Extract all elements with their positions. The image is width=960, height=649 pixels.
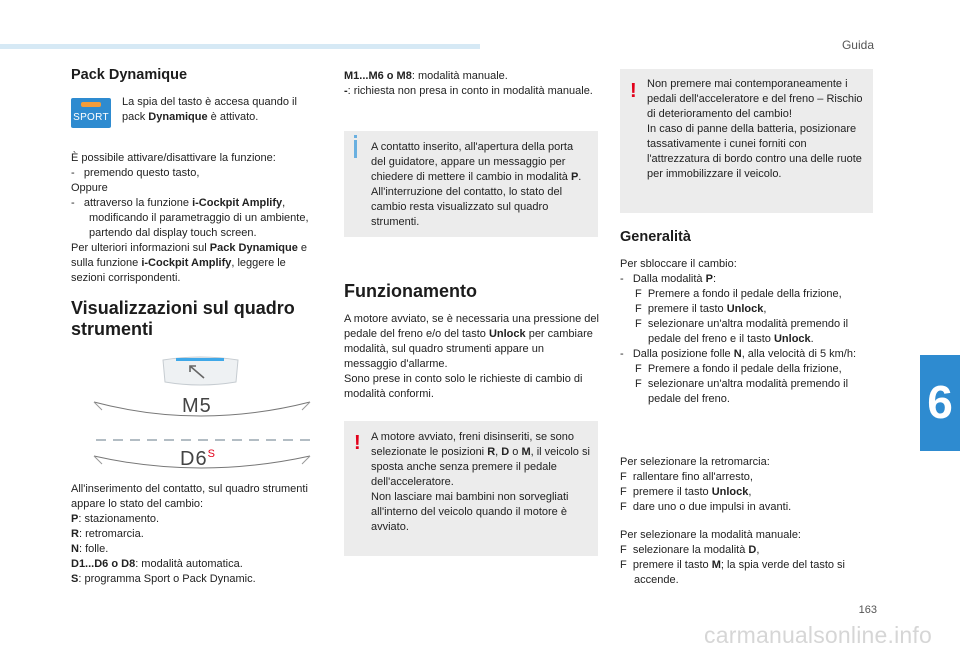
info-icon <box>354 140 357 158</box>
heading-visualizzazioni: Visualizzazioni sul quadro strumenti <box>71 298 295 339</box>
heading-pack-dynamique: Pack Dynamique <box>71 67 188 83</box>
sport-button-icon <box>71 98 111 128</box>
heading-funzionamento-wrap <box>344 281 599 302</box>
display-d6: $D6^S$ <box>180 448 216 470</box>
section-title: Guida <box>841 38 874 52</box>
blue-highlight-bar <box>176 358 224 361</box>
watermark: carmanualsonline.info <box>704 622 932 648</box>
chapter-tab <box>920 355 960 451</box>
warning-icon: ! <box>630 80 637 102</box>
gear-status-list: All'inserimento del contatto, sul quadro strumenti appare lo stato del cambio: P: stazionamento. R: retromarcia. N: folle. D1...D6 o D8: modalità automatica. S: programma Sport o Pack Dynamic. <box>71 483 308 585</box>
heading-generalita-wrap <box>620 230 875 245</box>
column-1 <box>71 68 316 83</box>
page-number: 163 <box>858 604 877 616</box>
info-box: A contatto inserito, all'apertura della porta del guidatore, appare un messaggio per chiedere di mettere il cambio in modalità P. All'interruzione del contatto, lo stato del cambio resta visualizzato sul quadro strumenti. <box>344 131 598 237</box>
heading-generalita: Generalità <box>620 229 691 245</box>
warning-box-2: ! Non premere mai contemporaneamente i pedali dell'acceleratore e del freno – Rischio di deterioramento del cambio! In caso di panne della batteria, posizionare tassativamente i cunei forniti con l'attrezzatura di bordo contro una delle ruote per immobilizzare il veicolo. <box>620 69 873 213</box>
heading-funzionamento: Funzionamento <box>344 281 477 301</box>
funzionamento-text: A motore avviato, se è necessaria una pressione del pedale del freno e/o del tasto Unlock per cambiare modalità, sul quadro strumenti appare un messaggio d'allarme. Sono prese in conto solo le richieste di cambio di modalità conformi. <box>344 313 599 400</box>
sport-badge-label: SPORT <box>73 112 109 123</box>
display-sport-s: S <box>207 448 216 460</box>
unlock-instructions: Per sbloccare il cambio: - Dalla modalità P: F Premere a fondo il pedale della frizione, F premere il tasto Unlock, F selezionare un'altra modalità premendo il pedale del freno e il tasto Unlock. - Dalla posizione folle N, alla velocità di 5 km/h: F Premere a fondo il pedale della frizione, F selezionare un'altra modalità premendo il pedale del freno. <box>620 258 857 405</box>
warning-box-1: ! A motore avviato, freni disinseriti, se sono selezionate le posizioni R, D o M, il veicolo si sposta anche senza premere il pedale dell'acceleratore. Non lasciare mai bambini non sorvegliati all'interno del veicolo quando il motore è avviato. <box>344 421 598 556</box>
manual-mode-text: M1...M6 o M8: modalità manuale. -: richiesta non presa in conto in modalità manuale. <box>344 70 593 97</box>
chapter-number: 6 <box>927 376 953 428</box>
manual-instructions: Per selezionare la modalità manuale: F selezionare la modalità D, F premere il tasto M; la spia verde del tasto si accende. <box>620 529 845 586</box>
display-m5: M5 <box>182 395 212 417</box>
sport-indicator-light <box>81 102 101 107</box>
spia-text: La spia del tasto è accesa quando il pack Dynamique è attivato. <box>122 96 297 123</box>
warning-icon: ! <box>354 432 361 454</box>
header-bar <box>0 44 480 49</box>
heading-visualizzazioni-wrap <box>71 298 321 340</box>
activation-text: È possibile attivare/disattivare la funzione: - premendo questo tasto, Oppure - attraverso la funzione i-Cockpit Amplify, modificando il parametraggio di un ambiente, partendo dal display touch screen. Per ulteriori informazioni sul Pack Dynamique e sulla funzione i-Cockpit Amplify, leggere le sezioni corrispondenti. <box>71 152 309 284</box>
reverse-instructions: Per selezionare la retromarcia: F rallentare fino all'arresto, F premere il tasto Unlock, F dare uno o due impulsi in avanti. <box>620 456 792 513</box>
